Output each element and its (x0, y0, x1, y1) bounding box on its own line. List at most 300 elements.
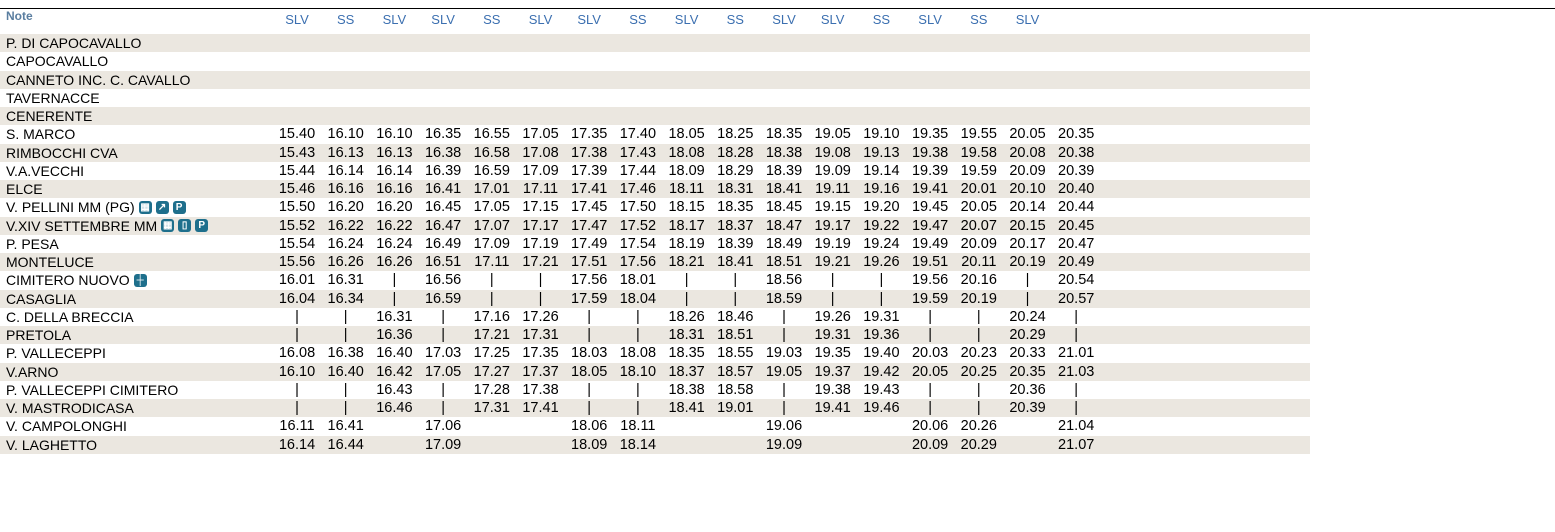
column-header: SS (872, 12, 891, 27)
departure-time (1004, 108, 1052, 125)
departure-time: 17.17 (522, 217, 559, 234)
stop-row (0, 34, 1310, 52)
departure-time: 18.38 (668, 381, 705, 398)
departure-time: 16.34 (327, 290, 364, 307)
stop-row (0, 344, 1310, 362)
stop-name: CENERENTE (6, 108, 93, 124)
departure-time (1052, 108, 1100, 125)
parking-icon: P (173, 201, 186, 214)
departure-time: 20.39 (1009, 400, 1046, 416)
departure-time: 16.58 (473, 144, 510, 161)
stop-name-cell (6, 125, 75, 143)
stop-name-cell (6, 198, 186, 216)
departure-time (419, 108, 467, 125)
departure-time: 16.10 (278, 363, 316, 380)
departure-time: 20.15 (1009, 217, 1046, 234)
departure-time: 18.29 (717, 162, 754, 179)
departure-time: 18.09 (668, 162, 705, 179)
stop-row (0, 399, 1310, 417)
departure-time: 18.15 (668, 199, 705, 216)
departure-time: | (441, 381, 445, 398)
departure-time (760, 53, 808, 70)
departure-time: | (441, 308, 445, 325)
departure-time: 19.41 (814, 400, 851, 416)
departure-time: 16.20 (327, 199, 364, 216)
departure-time: 18.06 (571, 418, 608, 435)
departure-time: | (782, 400, 786, 416)
stop-name-cell (6, 71, 190, 89)
departure-time: 16.41 (424, 181, 462, 197)
departure-time: 20.29 (1009, 327, 1046, 343)
stop-name-cell (6, 217, 208, 235)
stop-row (0, 162, 1310, 180)
departure-time: 17.11 (522, 181, 559, 197)
departure-time: 20.01 (960, 181, 997, 197)
departure-time: 19.38 (911, 144, 949, 161)
departure-time (711, 418, 759, 435)
departure-time: 17.05 (522, 126, 559, 143)
departure-time: 19.05 (814, 126, 851, 143)
departure-time: 17.39 (571, 162, 608, 179)
column-header: SLV (431, 12, 455, 27)
departure-time: 16.43 (376, 381, 413, 398)
departure-time: | (343, 400, 348, 416)
departure-time: | (392, 272, 397, 289)
departure-time (663, 35, 711, 52)
departure-time: | (392, 290, 397, 307)
departure-time (857, 53, 905, 70)
departure-time: 17.16 (473, 308, 510, 325)
departure-time: 17.50 (619, 199, 657, 216)
departure-time: 20.38 (1058, 144, 1095, 161)
departure-time (273, 72, 321, 89)
stop-name-cell (6, 107, 92, 125)
column-header: SLV (577, 12, 601, 27)
stop-name: TAVERNACCE (6, 89, 100, 106)
departure-time: 19.56 (911, 272, 949, 289)
departure-time: 19.22 (863, 217, 900, 234)
departure-time: 17.45 (571, 199, 608, 216)
departure-time: 16.10 (327, 126, 364, 143)
column-header: SS (337, 12, 355, 27)
departure-time: 20.19 (960, 290, 997, 307)
stop-name: V. LAGHETTO (6, 436, 98, 453)
departure-time (322, 35, 370, 52)
stop-row (0, 180, 1310, 198)
departure-time (663, 53, 711, 70)
departure-time: 18.01 (619, 272, 657, 289)
departure-time: 20.35 (1009, 363, 1046, 380)
stop-name-cell (6, 399, 134, 417)
stop-name-cell (6, 363, 58, 381)
departure-time: | (587, 308, 592, 325)
departure-time: | (538, 272, 543, 289)
departure-time: 19.31 (863, 308, 900, 325)
stop-row (0, 417, 1310, 435)
departure-time: | (928, 308, 932, 325)
departure-time: 17.31 (473, 400, 510, 416)
departure-time: 19.13 (863, 144, 900, 161)
departure-time: | (489, 290, 494, 307)
departure-time: 16.47 (424, 217, 462, 234)
departure-time (614, 72, 662, 89)
departure-time: 18.38 (765, 144, 803, 161)
departure-time (370, 35, 418, 52)
departure-time: 19.35 (814, 345, 851, 362)
stop-row (0, 271, 1310, 289)
departure-time: 20.25 (960, 363, 997, 380)
departure-time: 16.10 (376, 126, 413, 143)
departure-time: 20.09 (911, 436, 949, 453)
departure-time: 17.35 (571, 126, 608, 143)
departure-time (906, 72, 954, 89)
departure-time: 18.37 (668, 363, 705, 380)
column-header: SLV (1015, 12, 1040, 27)
departure-time: 18.58 (717, 381, 754, 398)
departure-time: | (976, 327, 981, 343)
departure-time: 19.14 (863, 162, 900, 179)
stop-name: P. VALLECEPPI CIMITERO (6, 381, 179, 398)
top-rule (0, 8, 1555, 9)
stop-row (0, 107, 1310, 125)
departure-time: 16.35 (424, 126, 462, 143)
departure-time (857, 72, 905, 89)
departure-time: 19.37 (814, 363, 851, 380)
departure-time: 17.35 (522, 345, 559, 362)
departure-time: 17.09 (522, 162, 559, 179)
departure-time (322, 53, 370, 70)
departure-time: 19.42 (863, 363, 900, 380)
departure-time: | (684, 272, 689, 289)
departure-time (857, 418, 905, 435)
stop-row (0, 436, 1310, 454)
departure-time (663, 108, 711, 125)
stop-row (0, 71, 1310, 89)
departure-time: 18.28 (717, 144, 754, 161)
departure-time: 17.41 (571, 181, 608, 197)
stop-name-cell (6, 235, 59, 253)
departure-time: 17.11 (474, 254, 510, 270)
departure-time: 20.09 (960, 235, 997, 252)
departure-time: 16.46 (376, 400, 413, 416)
departure-time: | (587, 327, 592, 343)
departure-time: 16.45 (424, 199, 462, 216)
departure-time (322, 108, 370, 125)
departure-time: 16.31 (327, 272, 364, 289)
bus-icon: ↗ (156, 201, 169, 214)
departure-time (322, 90, 370, 107)
departure-time (1004, 418, 1052, 435)
departure-time: 18.10 (619, 363, 657, 380)
departure-time (711, 108, 759, 125)
departure-time (322, 72, 370, 89)
departure-time: | (295, 327, 299, 343)
departure-time: | (928, 327, 932, 343)
departure-time: | (441, 327, 445, 343)
departure-time (273, 108, 321, 125)
stop-name: C. DELLA BRECCIA (6, 308, 134, 325)
column-header: SLV (820, 12, 845, 27)
stop-name-cell (6, 417, 127, 435)
column-header: SLV (528, 12, 553, 27)
departure-time: 20.05 (911, 363, 949, 380)
departure-time: 20.14 (1009, 199, 1046, 216)
departure-time: 16.13 (376, 144, 413, 161)
departure-time: | (1074, 327, 1079, 343)
departure-time: | (782, 381, 786, 398)
departure-time: 18.26 (668, 308, 705, 325)
departure-time: 19.38 (814, 381, 851, 398)
stop-name: P. VALLECEPPI (6, 345, 106, 362)
departure-time (468, 35, 516, 52)
departure-time: 17.21 (522, 254, 559, 270)
stop-name-cell (6, 180, 43, 198)
column-header: SS (629, 12, 647, 27)
departure-time: 16.44 (327, 436, 364, 453)
departure-time: 17.59 (571, 290, 608, 307)
departure-time (809, 108, 857, 125)
departure-time: 16.26 (376, 254, 413, 270)
departure-time: 20.47 (1058, 235, 1095, 252)
departure-time (468, 437, 516, 454)
stop-row (0, 381, 1310, 399)
departure-time: 18.56 (765, 272, 803, 289)
departure-time (1052, 53, 1100, 70)
departure-time: 16.04 (278, 290, 316, 307)
departure-time: 21.01 (1058, 345, 1095, 362)
departure-time (1052, 35, 1100, 52)
departure-time: 19.21 (814, 254, 851, 270)
departure-time (468, 72, 516, 89)
departure-time: 18.11 (620, 418, 656, 435)
departure-time: 16.40 (376, 345, 413, 362)
departure-time: 15.46 (278, 181, 316, 197)
departure-time (760, 90, 808, 107)
departure-time: 19.59 (960, 162, 997, 179)
departure-time: 18.25 (717, 126, 754, 143)
departure-time (370, 53, 418, 70)
departure-time: 17.07 (473, 217, 510, 234)
departure-time (711, 90, 759, 107)
departure-time: 19.16 (863, 181, 900, 197)
departure-time: 16.24 (376, 235, 413, 252)
departure-time (614, 53, 662, 70)
departure-time: 18.35 (717, 199, 754, 216)
departure-time (614, 90, 662, 107)
departure-time: | (879, 290, 884, 307)
departure-time (955, 53, 1003, 70)
departure-time (711, 72, 759, 89)
departure-time: 20.54 (1058, 272, 1095, 289)
stop-name-cell (6, 381, 178, 399)
stop-name: S. MARCO (6, 126, 76, 143)
stop-row (0, 52, 1310, 70)
stop-name: V.XIV SETTEMBRE MM (6, 217, 158, 234)
departure-time: 17.37 (522, 363, 559, 380)
departure-time: 18.08 (619, 345, 657, 362)
departure-time (419, 53, 467, 70)
departure-time: 17.52 (619, 217, 657, 234)
departure-time: 16.31 (376, 308, 413, 325)
departure-time (419, 90, 467, 107)
column-header: SS (970, 12, 988, 27)
departure-time: | (1074, 400, 1079, 416)
departure-time: 17.43 (619, 144, 657, 161)
departure-time: 16.16 (327, 181, 364, 197)
departure-time: 19.58 (960, 144, 997, 161)
departure-time (370, 72, 418, 89)
departure-time (614, 108, 662, 125)
departure-time: 19.17 (814, 217, 851, 234)
departure-time: 17.26 (522, 308, 559, 325)
departure-time: 20.44 (1058, 199, 1095, 216)
departure-time: 18.17 (668, 217, 705, 234)
departure-time: 20.17 (1009, 235, 1046, 252)
departure-time: 16.22 (376, 217, 413, 234)
departure-time: 20.10 (1009, 181, 1046, 197)
departure-time: 16.22 (327, 217, 364, 234)
departure-time: 17.09 (473, 235, 510, 252)
departure-time: 18.14 (619, 436, 657, 453)
departure-time: 18.05 (668, 126, 705, 143)
departure-time: 15.50 (278, 199, 316, 216)
departure-time: 19.10 (863, 126, 900, 143)
departure-time: 16.14 (376, 162, 413, 179)
stop-name: V.A.VECCHI (6, 162, 85, 179)
departure-time: 16.59 (424, 290, 462, 307)
departure-time: | (489, 272, 494, 289)
departure-time (857, 108, 905, 125)
departure-time: 16.11 (279, 418, 315, 435)
departure-time: 18.51 (765, 254, 803, 270)
departure-time: 17.15 (522, 199, 559, 216)
departure-time: 18.45 (765, 199, 803, 216)
stop-name: RIMBOCCHI CVA (6, 144, 118, 161)
departure-time (955, 90, 1003, 107)
departure-time: | (733, 272, 738, 289)
departure-time: 15.40 (278, 126, 316, 143)
departure-time: 19.43 (863, 381, 900, 398)
departure-time: | (879, 272, 884, 289)
departure-time (1052, 72, 1100, 89)
departure-time: 18.39 (765, 162, 803, 179)
departure-time: | (928, 381, 932, 398)
departure-time: | (1074, 308, 1079, 325)
stop-name: CAPOCAVALLO (6, 53, 109, 70)
departure-time: 17.38 (571, 144, 608, 161)
stop-name: CASAGLIA (6, 290, 77, 307)
stop-row (0, 235, 1310, 253)
departure-time: 20.08 (1009, 144, 1046, 161)
departure-time (468, 90, 516, 107)
departure-time (809, 437, 857, 454)
stop-name: MONTELUCE (6, 254, 94, 270)
departure-time (517, 90, 565, 107)
departure-time: 18.35 (765, 126, 803, 143)
departure-time (1004, 437, 1052, 454)
stop-name-cell (6, 144, 118, 162)
departure-time: 17.09 (424, 436, 462, 453)
departure-time: | (976, 308, 981, 325)
departure-time: 16.49 (424, 235, 462, 252)
cemetery-icon: ┼ (134, 274, 147, 287)
stop-name: V.ARNO (6, 363, 59, 380)
departure-time: 20.40 (1058, 181, 1095, 197)
stop-name-cell (6, 162, 84, 180)
departure-time (857, 90, 905, 107)
departure-time: 19.20 (863, 199, 900, 216)
departure-time: 21.03 (1058, 363, 1095, 380)
departure-time: 18.51 (717, 327, 754, 343)
stop-name: V. MASTRODICASA (6, 400, 134, 416)
departure-time: | (587, 381, 592, 398)
departure-time (517, 53, 565, 70)
departure-time (760, 108, 808, 125)
departure-time: 19.55 (960, 126, 997, 143)
departure-time (1004, 72, 1052, 89)
departure-time: 18.35 (668, 345, 705, 362)
departure-time: 16.41 (327, 418, 364, 435)
departure-time (1004, 90, 1052, 107)
departure-time: | (684, 290, 689, 307)
departure-time (565, 90, 613, 107)
departure-time: 18.41 (717, 254, 754, 270)
departure-time: 16.38 (424, 144, 462, 161)
departure-time (663, 418, 711, 435)
departure-time: | (976, 381, 981, 398)
departure-time: 18.08 (668, 144, 705, 161)
departure-time (906, 90, 954, 107)
departure-time (468, 418, 516, 435)
departure-time: 17.41 (522, 400, 559, 416)
departure-time (565, 35, 613, 52)
departure-time: | (782, 308, 786, 325)
departure-time: 17.56 (619, 254, 657, 270)
departure-time (517, 437, 565, 454)
departure-time: 16.42 (376, 363, 413, 380)
departure-time: 18.21 (668, 254, 705, 270)
departure-time: 19.05 (765, 363, 803, 380)
departure-time: | (441, 400, 445, 416)
departure-time: 19.46 (863, 400, 900, 416)
departure-time: 17.51 (571, 254, 608, 270)
departure-time (517, 35, 565, 52)
departure-time: 16.36 (376, 327, 413, 343)
departure-time: 17.06 (424, 418, 462, 435)
departure-time: 15.43 (278, 144, 316, 161)
departure-time: 18.31 (668, 327, 705, 343)
departure-time: 18.47 (765, 217, 803, 234)
departure-time: 19.51 (911, 254, 949, 270)
departure-time: 16.38 (327, 345, 364, 362)
departure-time: | (295, 400, 299, 416)
departure-time: 15.52 (278, 217, 316, 234)
column-header: SLV (674, 12, 699, 27)
stop-name-cell (6, 436, 97, 454)
stop-row (0, 144, 1310, 162)
minimetro-icon: ▦ (140, 201, 150, 213)
departure-time: 17.44 (619, 162, 657, 179)
stop-name-cell (6, 52, 108, 70)
stop-name-cell (6, 253, 94, 271)
departure-time: | (1074, 381, 1079, 398)
column-header: SLV (918, 12, 942, 27)
departure-time: 18.57 (717, 363, 754, 380)
departure-time (955, 35, 1003, 52)
departure-time: 20.03 (911, 345, 949, 362)
departure-time: 19.11 (815, 181, 851, 197)
departure-time (273, 53, 321, 70)
